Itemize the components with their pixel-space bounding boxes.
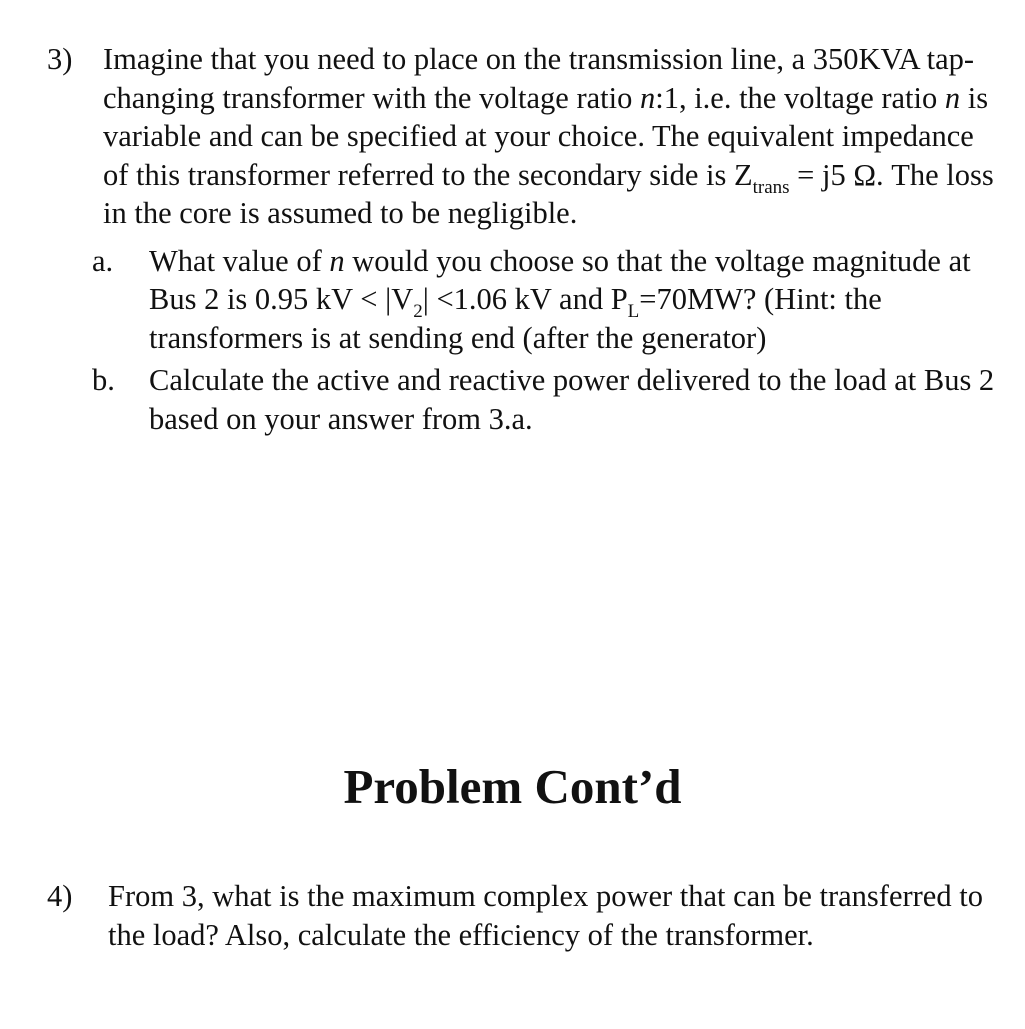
problem-4 bbox=[47, 877, 997, 954]
question-3b-letter: b. bbox=[92, 363, 115, 397]
question-3a-text-3: | <1.06 kV and P bbox=[422, 282, 628, 316]
question-3a bbox=[47, 242, 997, 358]
question-3a-text bbox=[149, 242, 997, 358]
problem-4-number: 4) bbox=[47, 879, 73, 913]
question-3a-text-2: would you choose so that the voltage magnitude at Bus 2 is 0.95 kV < |V bbox=[149, 243, 971, 316]
problem-3 bbox=[47, 40, 997, 438]
question-3b-text: Calculate the active and reactive power delivered to the load at Bus 2 based on your answer from 3.a. bbox=[149, 363, 995, 436]
question-3b bbox=[47, 361, 997, 438]
problem-4-statement: From 3, what is the maximum complex power that can be transferred to the load? Also, calculate the efficiency of the transformer. bbox=[108, 879, 983, 952]
question-3a-text-4: =70MW? (Hint: the transformers is at sending end (after the generator) bbox=[149, 282, 882, 355]
z-subscript: trans bbox=[752, 176, 790, 198]
problem-3-statement bbox=[103, 40, 997, 233]
problem-3-text-3: is variable and can be specified at your choice. The equivalent impedance of this transformer referred to the secondary side is Z bbox=[103, 80, 989, 192]
variable-n: n bbox=[639, 80, 656, 115]
v-subscript: 2 bbox=[413, 301, 423, 322]
section-heading: Problem Cont’d bbox=[343, 759, 682, 814]
question-3a-text-1: What value of bbox=[149, 243, 330, 278]
problem-3-number: 3) bbox=[47, 42, 73, 76]
variable-n: n bbox=[944, 80, 961, 115]
p-subscript: L bbox=[627, 301, 640, 322]
question-3a-letter: a. bbox=[92, 243, 114, 278]
problem-3-text-1: Imagine that you need to place on the transmission line, a 350KVA tap-changing transformer with the voltage ratio bbox=[103, 42, 975, 115]
problem-3-text-2: :1, i.e. the voltage ratio bbox=[655, 80, 945, 115]
variable-n: n bbox=[329, 243, 345, 278]
problem-3-text-4: = j5 Ω. The loss in the core is assumed to be negligible. bbox=[103, 157, 994, 230]
